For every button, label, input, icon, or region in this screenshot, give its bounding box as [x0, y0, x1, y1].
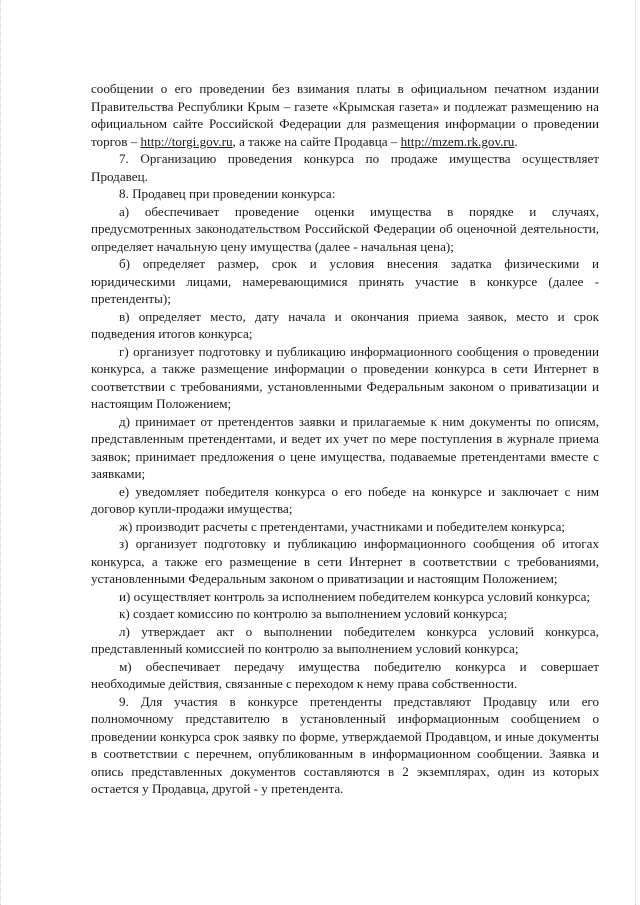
- paragraph-text: , а также на сайте Продавца –: [232, 133, 401, 149]
- paragraph-8g: г) организует подготовку и публикацию информационного сообщения о проведении конкурса, а также размещение информации о проведении конкурса в сети Интернет в соответствии с требованиями, установленными Федеральным законом о приватизации и настоящим Положением;: [91, 343, 599, 411]
- paragraph-8i: и) осуществляет контроль за исполнением победителем конкурса условий конкурса;: [119, 588, 591, 604]
- paragraph-8z: з) организует подготовку и публикацию информационного сообщения об итогах конкурса, а также его размещение в сети Интернет в соответствии с требованиями, установленными Федеральным законом о приватизации и настоящим Положением;: [91, 536, 599, 586]
- paragraph-8zh: ж) производит расчеты с претендентами, участниками и победителем конкурса;: [119, 518, 566, 534]
- paragraph-8m: м) обеспечивает передачу имущества победителю конкурса и совершает необходимые действия, связанные с переходом к нему права собственности.: [91, 658, 599, 691]
- paragraph-8v: в) определяет место, дату начала и окончания приема заявок, место и срок подведения итогов конкурса;: [91, 308, 599, 341]
- document-body: [91, 80, 599, 798]
- paragraph-8b: б) определяет размер, срок и условия внесения задатка физическими и юридическими лицами, намеревающимися принять участие в конкурсе (далее - претенденты);: [91, 256, 599, 306]
- paragraph-8l: л) утверждает акт о выполнении победителем конкурса условий конкурса, представленный комиссией по контролю за выполнением условий конкурса;: [91, 623, 599, 656]
- scan-edge-line: [635, 0, 637, 905]
- paragraph-8a: а) обеспечивает проведение оценки имущества в порядке и случаях, предусмотренных законодательством Российской Федерации об оценочной деятельности, определяет начальную цену имущества (далее - начальная цена);: [91, 203, 599, 254]
- paragraph-8d: д) принимает от претендентов заявки и прилагаемые к ним документы по описям, представленным претендентами, и ведет их учет по мере поступления в журнале приема заявок; принимает предложения о цене имущества, подаваемые претендентами вместе с заявками;: [91, 413, 599, 481]
- paragraph-8e: е) уведомляет победителя конкурса о его победе на конкурсе и заключает с ним договор купли-продажи имущества;: [91, 483, 599, 516]
- link-torgi[interactable]: http://torgi.gov.ru: [140, 133, 233, 149]
- paragraph-8: 8. Продавец при проведении конкурса:: [119, 186, 336, 201]
- paragraph-text: сообщении о его проведении без взимания платы в официальном печатном издании Правительства Республики Крым – газете «Крымская газета» и подлежат размещению на официальном сайте Российской Федерации для размещения информации о проведении торгов –: [91, 81, 599, 149]
- paragraph-7: 7. Организацию проведения конкурса по продаже имущества осуществляет Продавец.: [91, 151, 599, 184]
- link-mzem[interactable]: http://mzem.rk.gov.ru: [400, 133, 515, 149]
- paragraph-text: .: [514, 133, 518, 149]
- paragraph-continuation: [91, 80, 599, 150]
- paragraph-8k: к) создает комиссию по контролю за выполнением условий конкурса;: [119, 606, 508, 621]
- paragraph-9: 9. Для участия в конкурсе претенденты представляют Продавцу или его полномочному представителю в установленный информационным сообщением о проведении конкурса срок заявку по форме, утверждаемой Продавцом, и иные документы в соответствии с перечнем, опубликованным в информационном сообщении. Заявка и опись представленных документов составляются в 2 экземплярах, один из которых остается у Продавца, другой - у претендента.: [91, 693, 599, 796]
